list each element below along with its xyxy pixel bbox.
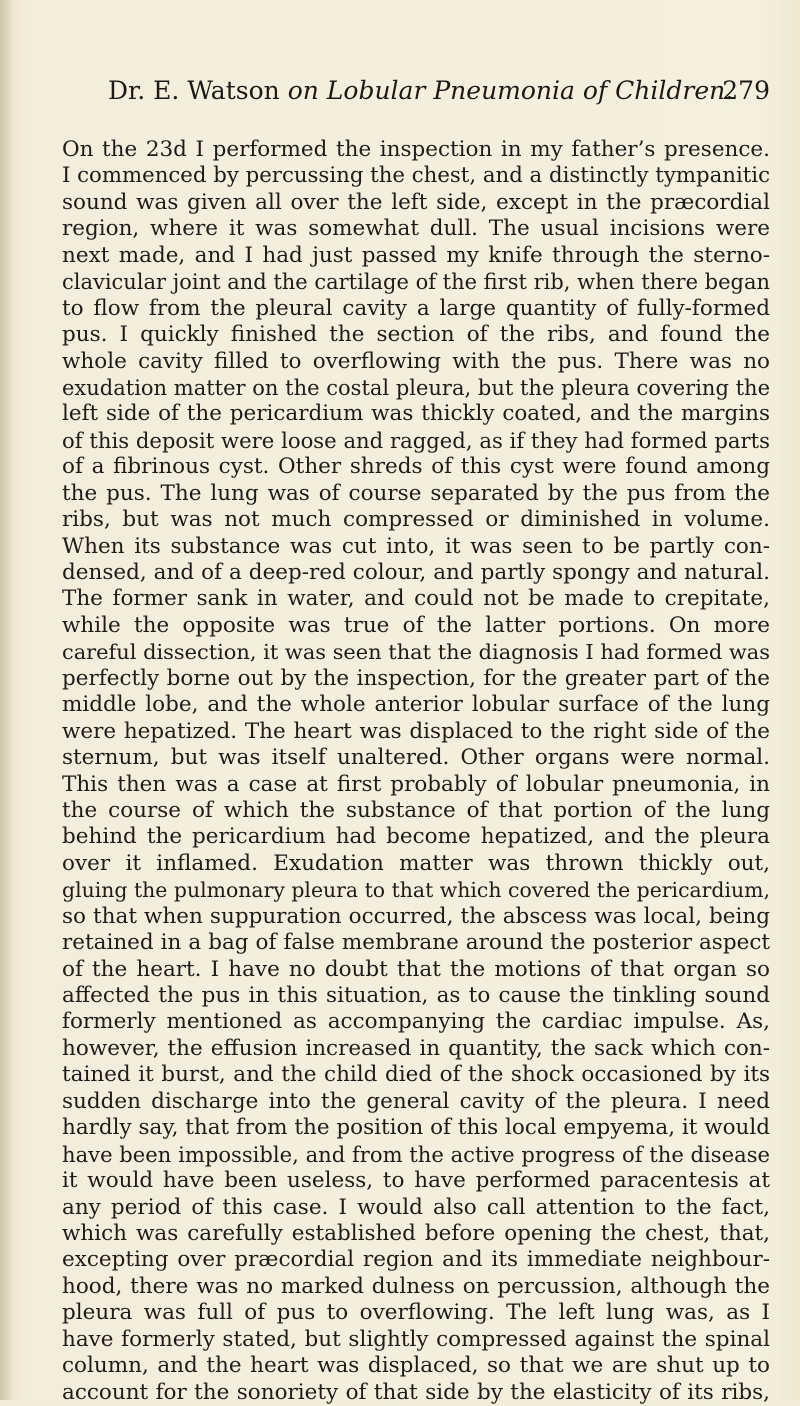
text-line: ribs, but was not much compressed or diminished in volume. — [62, 507, 770, 533]
text-line: This then was a case at first probably of lobular pneumonia, in — [62, 771, 770, 797]
text-line: densed, and of a deep-red colour, and partly spongy and natural. — [62, 560, 770, 585]
body-text — [62, 137, 770, 1406]
text-line: however, the effusion increased in quantity, the sack which con- — [62, 1035, 770, 1061]
text-line: which was carefully established before opening the chest, that, — [62, 1220, 770, 1246]
text-line: over it inflamed. Exudation matter was thrown thickly out, — [62, 850, 770, 876]
text-line: left side of the pericardium was thickly coated, and the margins — [62, 401, 770, 427]
text-line: have formerly stated, but slightly compressed against the spinal — [62, 1326, 770, 1352]
text-line: of this deposit were loose and ragged, as if they had formed parts — [62, 427, 770, 453]
text-line: tained it burst, and the child died of the shock occasioned by its — [62, 1062, 770, 1088]
text-line: pus. I quickly finished the section of the ribs, and found the — [62, 322, 770, 348]
running-header — [108, 76, 770, 116]
text-line: whole cavity filled to overflowing with the pus. There was no — [62, 348, 770, 374]
text-line: the pus. The lung was of course separated by the pus from the — [62, 480, 770, 506]
running-title-on: on — [287, 76, 327, 105]
text-line: clavicular joint and the cartilage of the first rib, when there began — [62, 270, 770, 295]
text-line: I commenced by percussing the chest, and a distinctly tympanitic — [62, 163, 770, 189]
running-title-subject: Lobular Pneumonia — [326, 76, 575, 105]
text-line: the course of which the substance of that portion of the lung — [62, 797, 770, 823]
running-title — [108, 76, 733, 105]
page-number: 279 — [722, 76, 770, 105]
text-line: of the heart. I have no doubt that the motions of that organ so — [62, 956, 770, 982]
text-line: have been impossible, and from the active progress of the disease — [62, 1141, 770, 1167]
text-line: careful dissection, it was seen that the diagnosis I had formed was — [62, 640, 770, 665]
text-line: hood, there was no marked dulness on percussion, although the — [62, 1273, 770, 1299]
text-line: of a fibrinous cyst. Other shreds of this cyst were found among — [62, 454, 770, 480]
text-line: gluing the pulmonary pleura to that which covered the pericardium, — [62, 878, 770, 903]
text-line: to flow from the pleural cavity a large quantity of fully-formed — [62, 295, 770, 321]
text-line: sound was given all over the left side, except in the præcordial — [62, 189, 770, 215]
text-line: so that when suppuration occurred, the abscess was local, being — [62, 903, 770, 929]
gutter-shadow — [0, 0, 14, 1400]
text-line: next made, and I had just passed my knife through the sterno- — [62, 242, 770, 268]
text-line: column, and the heart was displaced, so that we are shut up to — [62, 1353, 770, 1379]
text-line: On the 23d I performed the inspection in my father’s presence. — [62, 137, 770, 162]
text-line: while the opposite was true of the latter portions. On more — [62, 612, 770, 638]
text-line: excepting over præcordial region and its immediate neighbour- — [62, 1247, 770, 1273]
text-line: affected the pus in this situation, as to cause the tinkling sound — [62, 983, 770, 1008]
text-line: hardly say, that from the position of this local empyema, it would — [62, 1115, 770, 1141]
running-title-author: Dr. E. Watson — [108, 76, 288, 105]
text-line: region, where it was somewhat dull. The usual incisions were — [62, 216, 770, 242]
text-line: perfectly borne out by the inspection, for the greater part of the — [62, 665, 770, 691]
running-title-of: of — [574, 76, 616, 105]
text-line: When its substance was cut into, it was seen to be partly con- — [62, 533, 770, 559]
text-line: formerly mentioned as accompanying the cardiac impulse. As, — [62, 1009, 770, 1035]
running-title-children: Children. — [615, 76, 734, 105]
text-line: any period of this case. I would also call attention to the fact, — [62, 1194, 770, 1220]
text-line: middle lobe, and the whole anterior lobular surface of the lung — [62, 692, 770, 718]
text-line: account for the sonoriety of that side by the elasticity of its ribs, — [62, 1379, 770, 1405]
text-line: exudation matter on the costal pleura, but the pleura covering the — [62, 374, 770, 400]
text-line: retained in a bag of false membrane around the posterior aspect — [62, 930, 770, 956]
text-line: pleura was full of pus to overflowing. The left lung was, as I — [62, 1300, 770, 1326]
text-line: sternum, but was itself unaltered. Other organs were normal. — [62, 745, 770, 771]
text-line: it would have been useless, to have performed paracentesis at — [62, 1168, 770, 1194]
text-line: The former sank in water, and could not be made to crepitate, — [62, 586, 770, 612]
text-line: behind the pericardium had become hepatized, and the pleura — [62, 824, 770, 850]
text-line: were hepatized. The heart was displaced to the right side of the — [62, 718, 770, 744]
text-line: sudden discharge into the general cavity of the pleura. I need — [62, 1088, 770, 1114]
